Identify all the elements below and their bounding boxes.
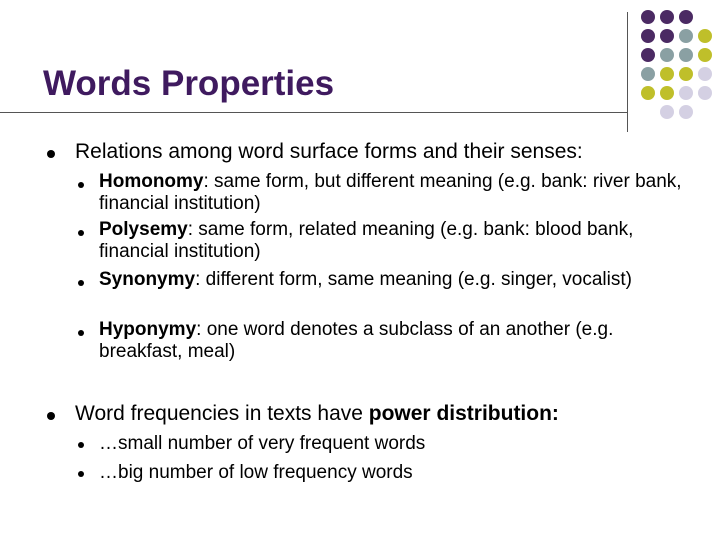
sub-bullet-dot [78, 280, 84, 286]
dot-yellow [698, 48, 712, 62]
dot-purple [660, 29, 674, 43]
dot-teal [660, 48, 674, 62]
dot-yellow [641, 86, 655, 100]
dot-purple [641, 29, 655, 43]
dot-purple [641, 48, 655, 62]
dot-purple [679, 10, 693, 24]
definition-hyponymy: : one word denotes a subclass of an another (e.g. breakfast, meal) [99, 319, 614, 362]
dot-yellow [660, 67, 674, 81]
sub-bullet-hyponymy [99, 319, 689, 363]
dot-lavender [679, 86, 693, 100]
horizontal-divider [0, 112, 627, 113]
sub-bullet-synonymy [99, 269, 689, 291]
definition-polysemy: : same form, related meaning (e.g. bank: blood bank, financial institution) [99, 219, 634, 262]
slide-title: Words Properties [43, 64, 335, 103]
bullet-dot [47, 412, 55, 420]
vertical-divider [627, 12, 628, 132]
sub-bullet-polysemy [99, 219, 689, 263]
sub-bullet-dot [78, 330, 84, 336]
definition-homonomy: : same form, but different meaning (e.g. bank: river bank, financial institution) [99, 171, 682, 214]
dot-purple [641, 10, 655, 24]
dot-teal [679, 29, 693, 43]
dot-lavender [698, 67, 712, 81]
dot-lavender [698, 86, 712, 100]
dot-lavender [679, 105, 693, 119]
sub-bullet-dot [78, 442, 84, 448]
bullet-word-frequencies [75, 402, 559, 426]
dot-yellow [660, 86, 674, 100]
sub-bullet-dot [78, 471, 84, 477]
sub-bullet-dot [78, 230, 84, 236]
term-hyponymy: Hyponymy [99, 319, 197, 340]
bullet-dot [47, 150, 55, 158]
definition-synonymy: : different form, same meaning (e.g. singer, vocalist) [195, 269, 632, 290]
dot-teal [679, 48, 693, 62]
dot-lavender [660, 105, 674, 119]
term-polysemy: Polysemy [99, 219, 188, 240]
dot-teal [641, 67, 655, 81]
dot-purple [660, 10, 674, 24]
term-synonymy: Synonymy [99, 269, 196, 290]
frequencies-text: Word frequencies in texts have [75, 402, 369, 425]
sub-bullet-homonomy [99, 171, 689, 215]
dot-yellow [698, 29, 712, 43]
power-distribution-term: power distribution: [368, 402, 559, 425]
sub-bullet-low-frequency-words: …big number of low frequency words [99, 462, 413, 483]
dot-yellow [679, 67, 693, 81]
sub-bullet-dot [78, 182, 84, 188]
bullet-relations: Relations among word surface forms and their senses: [75, 140, 583, 163]
term-homonomy: Homonomy [99, 171, 204, 192]
sub-bullet-frequent-words: …small number of very frequent words [99, 433, 426, 454]
